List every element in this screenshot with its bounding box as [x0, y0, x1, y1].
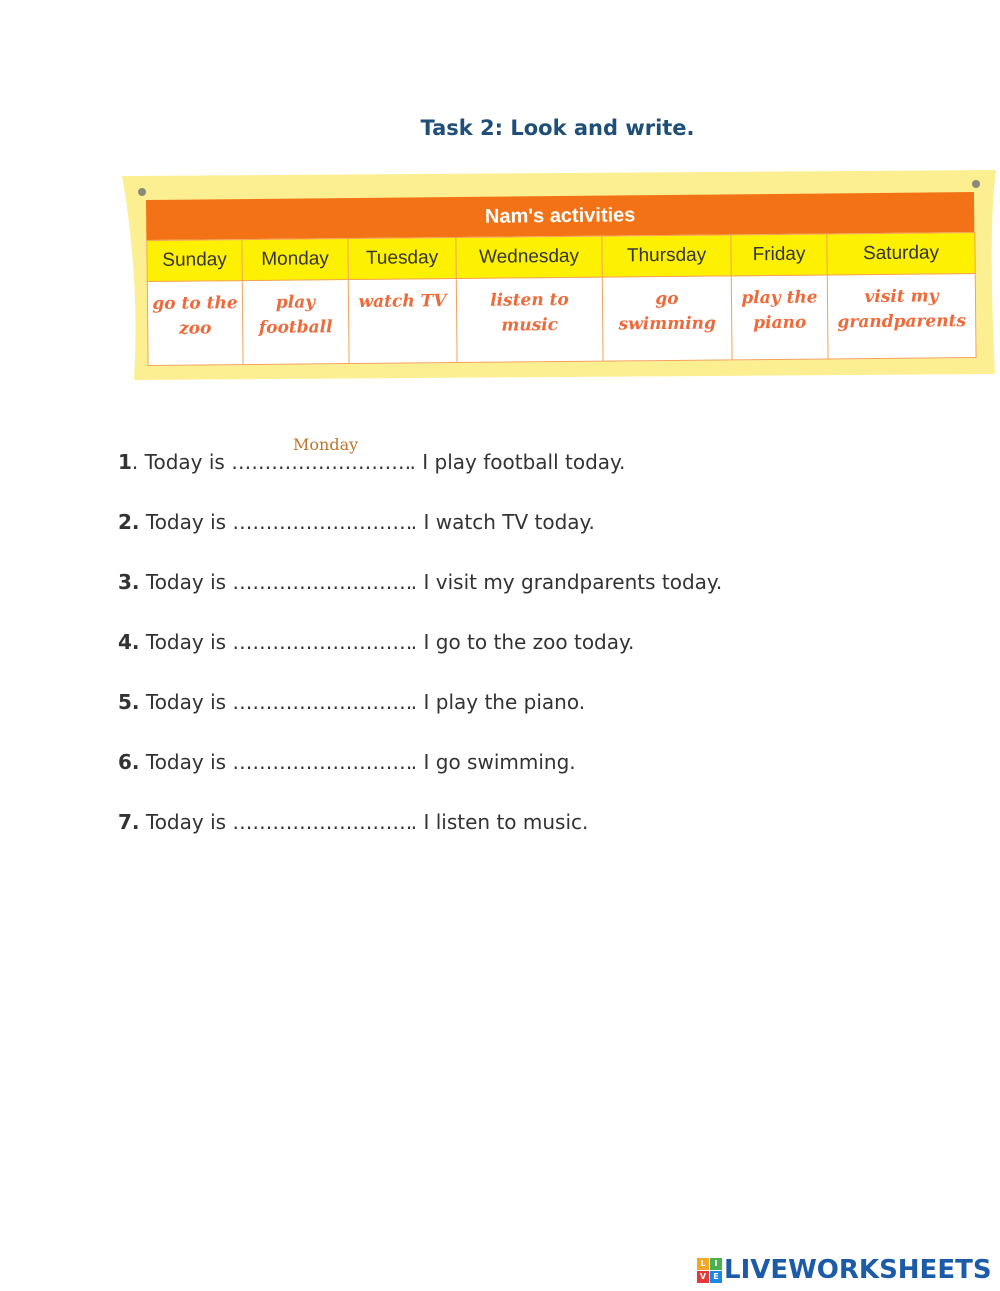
day-cell: Sunday	[147, 240, 242, 282]
activity-line: watch TV	[358, 291, 447, 312]
question-number: 5.	[118, 690, 140, 714]
question-prefix: Today is	[145, 810, 227, 834]
activity-line: football	[258, 317, 333, 338]
question-suffix: . I visit my grandparents today.	[404, 570, 723, 594]
question-number: 6.	[118, 750, 140, 774]
question-number: 7.	[118, 810, 140, 834]
answer-input[interactable]: Monday	[293, 435, 359, 454]
blank-line[interactable]: ………………………	[232, 570, 413, 594]
liveworksheets-logo[interactable]	[697, 1256, 992, 1284]
question-number: 4.	[118, 630, 140, 654]
question-row	[118, 554, 878, 614]
activity-line: go to the	[152, 293, 238, 314]
question-prefix: Today is	[145, 510, 227, 534]
activity-cell	[827, 274, 976, 359]
activity-line: visit my	[864, 286, 939, 308]
activity-schedule	[146, 192, 976, 366]
blank-line[interactable]: ………………………	[232, 690, 413, 714]
blank-line[interactable]: ………………………	[232, 630, 413, 654]
question-suffix: . I watch TV today.	[404, 510, 595, 534]
activity-line: play the	[741, 287, 818, 309]
activity-line: zoo	[178, 318, 212, 339]
question-prefix: Today is	[145, 690, 227, 714]
question-prefix: Today is	[145, 750, 227, 774]
logo-block: I	[710, 1258, 722, 1270]
question-list	[118, 434, 878, 854]
activity-line: grandparents	[837, 311, 967, 333]
question-row	[118, 494, 878, 554]
separator: .	[131, 450, 145, 474]
schedule-title: Nam's activities	[146, 192, 974, 240]
activity-line: swimming	[618, 313, 716, 335]
activity-line: play	[275, 292, 316, 313]
question-suffix: . I play the piano.	[404, 690, 586, 714]
day-cell: Monday	[242, 239, 348, 281]
question-prefix: Today is	[145, 570, 227, 594]
activities-row	[147, 274, 976, 366]
activity-cell	[731, 275, 828, 360]
task-title: Task 2: Look and write.	[420, 116, 695, 140]
question-number: 2.	[118, 510, 140, 534]
day-cell: Thursday	[602, 235, 731, 277]
logo-block: V	[697, 1271, 709, 1283]
activity-line: music	[501, 315, 559, 336]
day-cell: Tuesday	[348, 238, 456, 280]
question-row	[118, 674, 878, 734]
activity-cell	[602, 276, 732, 361]
day-cell: Friday	[731, 234, 827, 276]
question-suffix: . I play football today.	[403, 450, 626, 474]
logo-block: E	[710, 1271, 722, 1283]
question-row	[118, 614, 878, 674]
logo-blocks-icon	[697, 1258, 722, 1283]
activity-cell	[242, 280, 349, 365]
schedule-table	[146, 232, 976, 366]
activity-line: listen to	[490, 289, 569, 311]
day-cell: Saturday	[827, 233, 975, 275]
pin-left-icon	[138, 188, 146, 196]
question-row	[118, 434, 878, 494]
activity-cell	[147, 281, 243, 366]
question-suffix: . I go to the zoo today.	[404, 630, 635, 654]
question-suffix: . I listen to music.	[404, 810, 589, 834]
logo-block: L	[697, 1258, 709, 1270]
blank-line[interactable]: ………………………	[231, 450, 412, 474]
question-row	[118, 734, 878, 794]
blank-line[interactable]: ………………………	[232, 750, 413, 774]
question-prefix: Today is	[144, 450, 225, 474]
question-suffix: . I go swimming.	[404, 750, 576, 774]
day-cell: Wednesday	[456, 236, 602, 278]
schedule-board	[118, 168, 1000, 382]
activity-line: piano	[753, 312, 807, 334]
activity-cell	[348, 279, 457, 364]
pin-right-icon	[972, 180, 980, 188]
blank-line[interactable]: ………………………	[232, 510, 413, 534]
activity-line: go	[655, 288, 679, 310]
logo-text: LIVEWORKSHEETS	[724, 1255, 992, 1285]
question-number: 1	[118, 450, 132, 474]
activity-cell	[456, 277, 603, 362]
question-number: 3.	[118, 570, 140, 594]
question-prefix: Today is	[145, 630, 227, 654]
blank-line[interactable]: ………………………	[232, 810, 413, 834]
question-row	[118, 794, 878, 854]
